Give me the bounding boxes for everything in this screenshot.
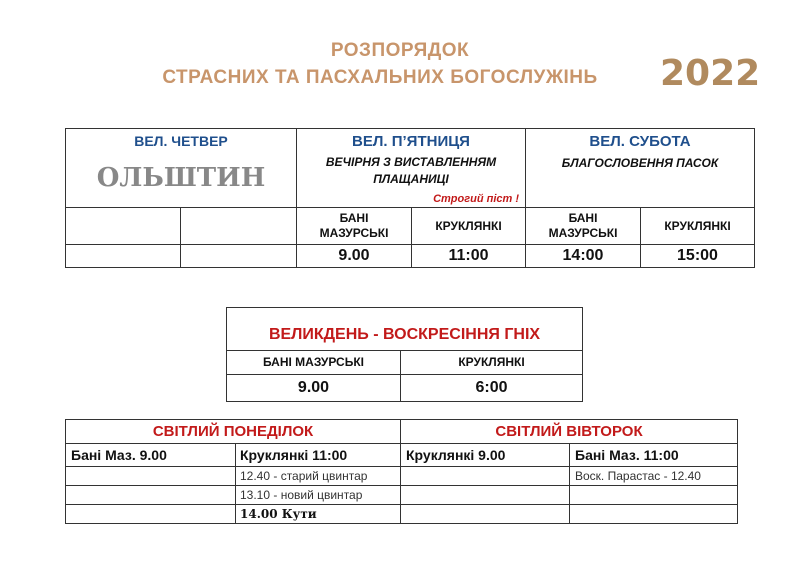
friday-time-1: 9.00 <box>296 244 412 268</box>
friday-time-2: 11:00 <box>411 244 526 268</box>
easter-col1-header: БАНІ МАЗУРСЬКІ <box>226 350 401 375</box>
tuesday-right-empty-2 <box>569 485 738 505</box>
easter-title: ВЕЛИКДЕНЬ - ВОСКРЕСІННЯ ГНІХ <box>226 307 583 351</box>
saturday-time-2: 15:00 <box>640 244 755 268</box>
saturday-header-cell <box>525 128 755 208</box>
tuesday-left-empty-1 <box>400 466 570 486</box>
thursday-empty-cell-2 <box>180 207 297 245</box>
tuesday-left-empty-3 <box>400 504 570 524</box>
monday-left-empty-3 <box>65 504 236 524</box>
tuesday-title: СВІТЛИЙ ВІВТОРОК <box>400 419 738 444</box>
tuesday-right-empty-3 <box>569 504 738 524</box>
easter-time-1: 9.00 <box>226 374 401 402</box>
schedule-year: 2022 <box>660 53 761 94</box>
friday-col1-header: БАНІ МАЗУРСЬКІ <box>296 207 412 245</box>
saturday-col2-header: КРУКЛЯНКІ <box>640 207 755 245</box>
saturday-time-1: 14:00 <box>525 244 641 268</box>
saturday-day-label: ВЕЛ. СУБОТА <box>589 133 691 150</box>
monday-right-time: Круклянкі 11:00 <box>235 443 401 467</box>
thursday-empty-time-2 <box>180 244 297 268</box>
saturday-col1-header: БАНІ МАЗУРСЬКІ <box>525 207 641 245</box>
friday-header-cell <box>296 128 526 208</box>
tuesday-right-time: Бані Маз. 11:00 <box>569 443 738 467</box>
monday-left-empty-1 <box>65 466 236 486</box>
thursday-empty-time-1 <box>65 244 181 268</box>
thursday-place-label: ОЛЬШТИН <box>96 163 266 193</box>
monday-item-3: 14.00 Кути <box>235 504 401 524</box>
thursday-day-label: ВЕЛ. ЧЕТВЕР <box>134 133 228 149</box>
schedule-subtitle: СТРАСНИХ ТА ПАСХАЛЬНИХ БОГОСЛУЖІНЬ <box>162 67 598 88</box>
monday-item-2: 13.10 - новий цвинтар <box>235 485 401 505</box>
tuesday-item-1: Воск. Парастас - 12.40 <box>569 466 738 486</box>
monday-left-time: Бані Маз. 9.00 <box>65 443 236 467</box>
thursday-header-cell <box>65 128 297 208</box>
thursday-empty-cell-1 <box>65 207 181 245</box>
monday-item-1: 12.40 - старий цвинтар <box>235 466 401 486</box>
friday-fast-note: Строгий піст ! <box>433 193 519 205</box>
tuesday-left-time: Круклянкі 9.00 <box>400 443 570 467</box>
friday-col2-header: КРУКЛЯНКІ <box>411 207 526 245</box>
easter-col2-header: КРУКЛЯНКІ <box>400 350 583 375</box>
schedule-title: РОЗПОРЯДОК <box>330 40 470 61</box>
friday-day-label: ВЕЛ. П’ЯТНИЦЯ <box>352 133 470 150</box>
friday-service-label: ВЕЧІРНЯ З ВИСТАВЛЕННЯМ ПЛАЩАНИЦІ <box>325 155 497 186</box>
easter-time-2: 6:00 <box>400 374 583 402</box>
saturday-service-label: БЛАГОСЛОВЕННЯ ПАСОК <box>561 156 719 170</box>
monday-left-empty-2 <box>65 485 236 505</box>
tuesday-left-empty-2 <box>400 485 570 505</box>
monday-title: СВІТЛИЙ ПОНЕДІЛОК <box>65 419 401 444</box>
